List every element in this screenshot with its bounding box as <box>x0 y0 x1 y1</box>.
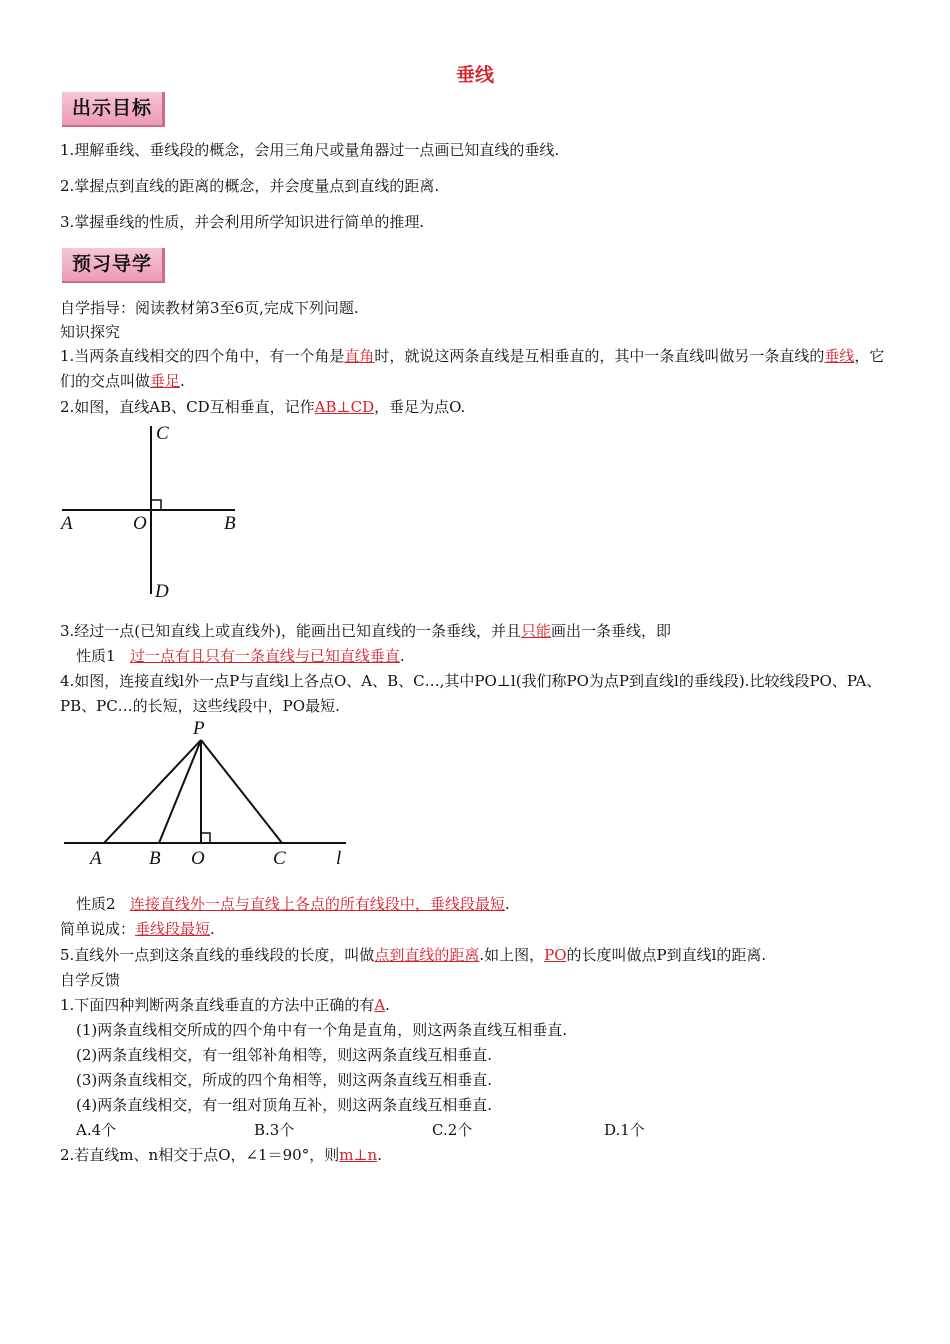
answer-blank: 过一点有且只有一条直线与已知直线垂直 <box>129 647 400 665</box>
answer-blank: PO <box>544 946 567 964</box>
label-O: O <box>191 848 205 869</box>
perpendicular-lines-figure <box>55 422 255 607</box>
knowledge-heading: 知识探究 <box>60 323 121 341</box>
judgment-item: (3)两条直线相交，所成的四个角相等，则这两条直线互相垂直. <box>76 1071 493 1089</box>
answer-blank: 连接直线外一点与直线上各点的所有线段中，垂线段最短 <box>129 895 505 913</box>
label-C: C <box>273 848 286 869</box>
label-l: l <box>336 848 342 869</box>
choice-option: A.4个 <box>76 1121 117 1139</box>
choice-option: B.3个 <box>254 1121 295 1139</box>
answer-blank: AB⊥CD <box>314 398 375 416</box>
feedback-question-2: 2.若直线m、n相交于点O，∠1＝90°，则m⊥n. <box>60 1146 382 1164</box>
feedback-heading: 自学反馈 <box>60 971 121 989</box>
property-1: 性质1 过一点有且只有一条直线与已知直线垂直. <box>76 647 405 665</box>
answer-blank: 垂线段最短 <box>135 920 211 938</box>
choice-option: D.1个 <box>604 1121 645 1139</box>
answer-blank: m⊥n <box>339 1146 378 1164</box>
label-B: B <box>224 513 236 534</box>
property-2: 性质2 连接直线外一点与直线上各点的所有线段中，垂线段最短. <box>76 895 510 913</box>
label-P: P <box>193 718 205 739</box>
label-O: O <box>133 513 147 534</box>
question-2: 2.如图，直线AB、CD互相垂直，记作AB⊥CD，垂足为点O. <box>60 398 466 416</box>
simple-statement: 简单说成：垂线段最短. <box>60 920 215 938</box>
section-badge-preview: 预习导学 <box>62 248 165 283</box>
label-D: D <box>155 581 169 602</box>
judgment-item: (2)两条直线相交，有一组邻补角相等，则这两条直线互相垂直. <box>76 1046 493 1064</box>
answer-blank: 直角 <box>344 347 375 365</box>
label-A: A <box>90 848 102 869</box>
self-study-guide: 自学指导：阅读教材第3至6页,完成下列问题. <box>60 299 359 317</box>
page-title: 垂线 <box>455 64 494 86</box>
goal-item: 1.理解垂线、垂线段的概念，会用三角尺或量角器过一点画已知直线的垂线. <box>60 141 560 159</box>
answer-blank: 点到直线的距离 <box>374 946 480 964</box>
label-B: B <box>149 848 161 869</box>
section-badge-goals: 出示目标 <box>62 92 165 127</box>
answer-blank: A <box>374 996 386 1014</box>
question-3: 3.经过一点(已知直线上或直线外)，能画出已知直线的一条垂线，并且只能画出一条垂线，即 <box>60 622 672 640</box>
feedback-question-1: 1.下面四种判断两条直线垂直的方法中正确的有A. <box>60 996 390 1014</box>
question-4: 4.如图，连接直线l外一点P与直线l上各点O、A、B、C…,其中PO⊥l(我们称PO为点P到直线l的垂线段).比较线段PO、PA、PB、PC…的长短，这些线段中，PO最短. <box>60 672 882 715</box>
judgment-item: (4)两条直线相交，有一组对顶角互补，则这两条直线互相垂直. <box>76 1096 493 1114</box>
choice-option: C.2个 <box>432 1121 473 1139</box>
goal-item: 2.掌握点到直线的距离的概念，并会度量点到直线的距离. <box>60 177 440 195</box>
question-5: 5.直线外一点到这条直线的垂线段的长度，叫做点到直线的距离.如上图，PO的长度叫做点P到直线l的距离. <box>60 946 767 964</box>
label-C: C <box>156 423 169 444</box>
answer-blank: 垂足 <box>150 372 181 390</box>
point-to-line-figure <box>60 718 360 873</box>
label-A: A <box>61 513 73 534</box>
goal-item: 3.掌握垂线的性质，并会利用所学知识进行简单的推理. <box>60 213 425 231</box>
judgment-item: (1)两条直线相交所成的四个角中有一个角是直角，则这两条直线互相垂直. <box>76 1021 568 1039</box>
answer-blank: 只能 <box>521 622 552 640</box>
question-1: 1.当两条直线相交的四个角中，有一个角是直角时，就说这两条直线是互相垂直的，其中一条直线叫做另一条直线的垂线，它们的交点叫做垂足. <box>60 347 885 390</box>
answer-blank: 垂线 <box>824 347 855 365</box>
